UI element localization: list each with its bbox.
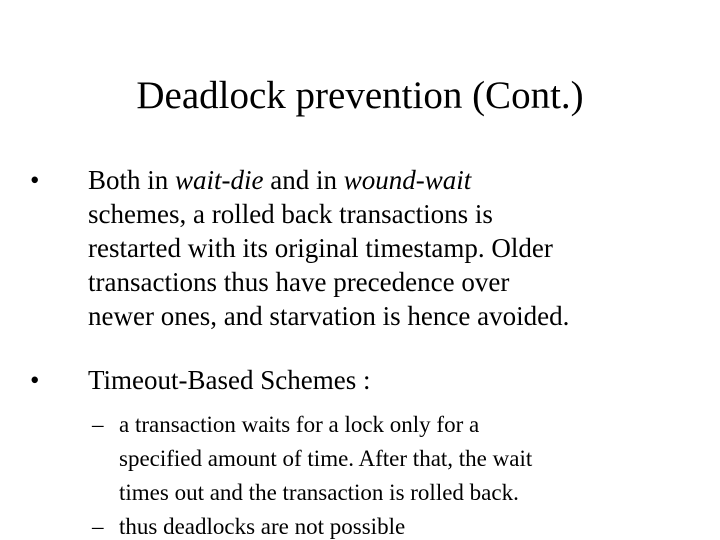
term-wound-wait: wound-wait [343, 165, 472, 195]
sub-bullet-line: a transaction waits for a lock only for a [119, 412, 480, 437]
bullet-line: restarted with its original timestamp. Older [88, 233, 553, 263]
sub-bullet-item-timeout-wait [92, 408, 712, 510]
bullet-marker: • [30, 165, 40, 195]
sub-bullet-marker: – [92, 514, 104, 539]
bullet-text: and in [263, 165, 344, 195]
slide-title: Deadlock prevention (Cont.) [136, 74, 584, 117]
sub-bullet-line: specified amount of time. After that, the wait [119, 446, 533, 471]
sub-bullet-line: thus deadlocks are not possible [119, 514, 406, 539]
term-wait-die: wait-die [175, 165, 264, 195]
bullet-line: schemes, a rolled back transactions is [88, 199, 493, 229]
bullet-text: Both in [88, 165, 176, 195]
bullet-line: Timeout-Based Schemes : [88, 365, 371, 395]
bullet-line: transactions thus have precedence over [88, 267, 510, 297]
bullet-marker: • [30, 365, 40, 395]
bullet-line [88, 164, 471, 197]
bullet-line: newer ones, and starvation is hence avoided. [88, 301, 570, 331]
sub-bullet-item-no-deadlocks [92, 510, 712, 540]
sub-bullet-marker: – [92, 412, 104, 437]
bullet-item-wait-die-wound-wait [30, 164, 710, 364]
bullet-item-timeout-schemes [30, 364, 710, 404]
sub-bullet-line: times out and the transaction is rolled back. [119, 480, 519, 505]
